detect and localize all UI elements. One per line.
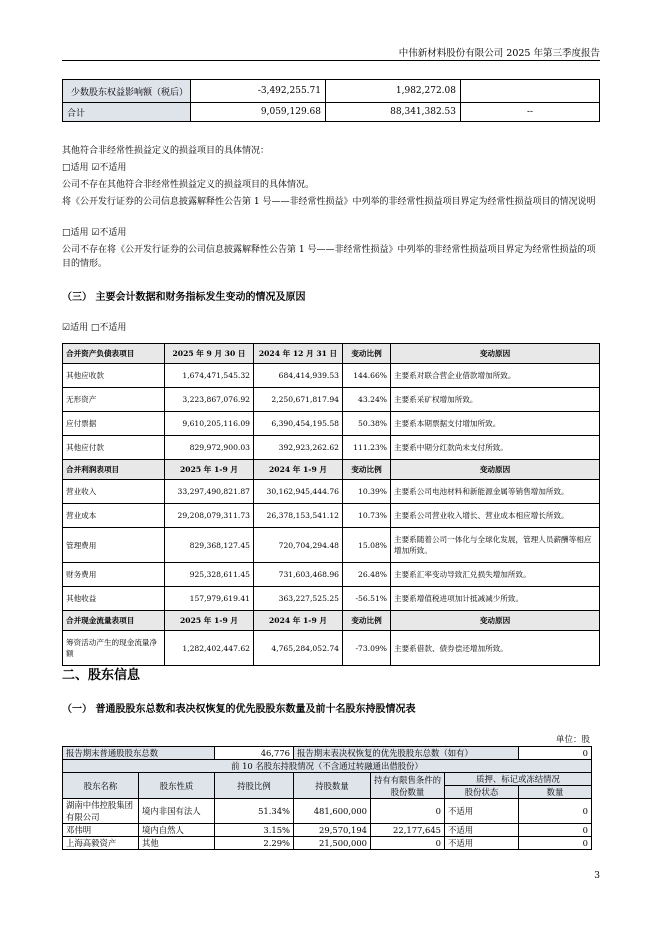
cell: 3.15% [215, 824, 294, 837]
table-row [63, 504, 600, 528]
cell: 43.24% [343, 388, 391, 412]
header-cell: 变动比例 [343, 611, 391, 631]
cell: 10.73% [343, 504, 391, 528]
table-row [63, 103, 600, 122]
applicable-checkbox-line: □适用 ☑不适用 [62, 163, 127, 173]
cell: 主要系随着公司一体化与全球化发展，管理人员薪酬等相应增加所致。 [391, 528, 600, 563]
table-header-row [63, 611, 600, 631]
header-cell: 股份状态 [445, 786, 519, 799]
cell: -56.51% [343, 587, 391, 611]
table-row [63, 824, 592, 837]
cell: 上海高毅资产 [63, 837, 139, 850]
cell: 0 [371, 799, 445, 824]
total-shareholders-value: 46,776 [215, 747, 294, 760]
cell: 829,972,900.03 [165, 436, 254, 460]
header-cell: 质押、标记或冻结情况 [445, 773, 592, 786]
preferred-shareholders-value: 0 [519, 747, 592, 760]
applicable-checkbox-line: ☑适用 □不适用 [62, 323, 127, 333]
cell: 管理费用 [63, 528, 165, 563]
page-header-title: 中伟新材料股份有限公司 2025 年第三季度报告 [398, 48, 600, 59]
header-cell: 2024 年 1-9 月 [254, 460, 343, 480]
table-header-row [63, 460, 600, 480]
cell: 境内自然人 [139, 824, 215, 837]
cell: 22,177,645 [371, 824, 445, 837]
cell: 6,390,454,195.58 [254, 412, 343, 436]
section-3-title: （三） 主要会计数据和财务指标发生变动的情况及原因 [62, 292, 306, 303]
cell: 主要系本期票据支付增加所致。 [391, 412, 600, 436]
cell: 其他应付款 [63, 436, 165, 460]
table-row [63, 563, 600, 587]
header-cell: 持股数量 [294, 773, 371, 799]
subsection-title: （一） 普通股股东总数和表决权恢复的优先股股东数量及前十名股东持股情况表 [62, 704, 416, 715]
table-row [63, 747, 592, 760]
unit-label: 单位：股 [555, 735, 590, 745]
table-row [63, 760, 592, 773]
preferred-shareholders-label: 报告期末表决权恢复的优先股股东总数（如有） [294, 747, 519, 760]
cell: 10.39% [343, 480, 391, 504]
table-row [63, 412, 600, 436]
cell: 0 [519, 824, 592, 837]
cell: 2,250,671,817.94 [254, 388, 343, 412]
cell: 0 [371, 837, 445, 850]
page-number: 3 [594, 871, 600, 881]
cell: 1,282,402,447.62 [165, 631, 254, 666]
cell: 其他应收款 [63, 364, 165, 388]
cell: 29,208,079,311.73 [165, 504, 254, 528]
cell: 9,610,205,116.09 [165, 412, 254, 436]
cell: 主要系增值税进项加计抵减减少所致。 [391, 587, 600, 611]
cell: -73.09% [343, 631, 391, 666]
cell: 湖南中伟控股集团有限公司 [63, 799, 139, 824]
table-row [63, 528, 600, 563]
cell: 财务费用 [63, 563, 165, 587]
cell-value: -3,492,255.71 [191, 80, 326, 103]
cell: 720,704,294.48 [254, 528, 343, 563]
cell: 邓伟明 [63, 824, 139, 837]
header-cell: 数量 [519, 786, 592, 799]
cell-value: 1,982,272.08 [326, 80, 461, 103]
shareholders-table [62, 746, 592, 850]
header-cell: 持有有限售条件的股份数量 [371, 773, 445, 799]
cell: 不适用 [445, 824, 519, 837]
cell-value: 88,341,382.53 [326, 103, 461, 122]
table-row [63, 436, 600, 460]
cell: 29,570,194 [294, 824, 371, 837]
cell: 营业收入 [63, 480, 165, 504]
table-row [63, 80, 600, 103]
header-cell: 2024 年 1-9 月 [254, 611, 343, 631]
cell: 不适用 [445, 837, 519, 850]
header-cell: 2025 年 9 月 30 日 [165, 344, 254, 364]
cell: 684,414,939.53 [254, 364, 343, 388]
cell: 营业成本 [63, 504, 165, 528]
cell: 3,223,867,076.92 [165, 388, 254, 412]
cell-value: 9,059,129.68 [191, 103, 326, 122]
paragraph: 其他符合非经常性损益定义的损益项目的具体情况： [62, 146, 270, 156]
header-cell: 股东性质 [139, 773, 215, 799]
paragraph: 公司不存在将《公开发行证券的公司信息披露解释性公告第 1 号——非经常性损益》中列举的非经常性损益项目界定为经常性损益的项目的情形。 [62, 245, 596, 269]
cell: 392,923,262.62 [254, 436, 343, 460]
cell: 主要系对联合营企业借款增加所致。 [391, 364, 600, 388]
cell: 33,297,490,821.87 [165, 480, 254, 504]
cell: 50.38% [343, 412, 391, 436]
cell: 925,328,611.45 [165, 563, 254, 587]
cell: 主要系公司电池材料和新能源金属等销售增加所致。 [391, 480, 600, 504]
top10-caption: 前 10 名股东持股情况（不含通过转融通出借股份） [63, 760, 592, 773]
header-divider [62, 60, 600, 61]
cell-value: -- [461, 103, 600, 122]
table-row [63, 480, 600, 504]
cell: 境内非国有法人 [139, 799, 215, 824]
cell: 主要系采矿权增加所致。 [391, 388, 600, 412]
table-header-row [63, 773, 592, 786]
table-header-row [63, 344, 600, 364]
cell: 111.23% [343, 436, 391, 460]
header-cell: 2025 年 1-9 月 [165, 611, 254, 631]
header-cell: 合并现金流量表项目 [63, 611, 165, 631]
cell: 0 [519, 799, 592, 824]
cell: 0 [519, 837, 592, 850]
cell: 15.08% [343, 528, 391, 563]
cell: 其他 [139, 837, 215, 850]
paragraph: 将《公开发行证券的公司信息披露解释性公告第 1 号——非经常性损益》中列举的非经常性损益项目界定为经常性损益项目的情况说明 [62, 197, 596, 207]
cell: 4,765,284,052.74 [254, 631, 343, 666]
cell: 363,227,525.25 [254, 587, 343, 611]
header-cell: 变动原因 [391, 611, 600, 631]
cell: 51.34% [215, 799, 294, 824]
header-cell: 合并资产负债表项目 [63, 344, 165, 364]
header-cell: 变动原因 [391, 460, 600, 480]
cell-value [461, 80, 600, 103]
non-recurring-summary-table [62, 79, 600, 122]
cell: 筹资活动产生的现金流量净额 [63, 631, 165, 666]
cell: 157,979,619.41 [165, 587, 254, 611]
total-shareholders-label: 报告期末普通股股东总数 [63, 747, 215, 760]
cell: 30,162,945,444.76 [254, 480, 343, 504]
table-row [63, 388, 600, 412]
header-cell: 变动比例 [343, 344, 391, 364]
cell: 829,368,127.45 [165, 528, 254, 563]
cell: 731,603,468.96 [254, 563, 343, 587]
table-row [63, 631, 600, 666]
applicable-checkbox-line: □适用 ☑不适用 [62, 228, 127, 238]
header-cell: 变动比例 [343, 460, 391, 480]
cell: 21,500,000 [294, 837, 371, 850]
header-cell: 变动原因 [391, 344, 600, 364]
paragraph: 公司不存在其他符合非经常性损益定义的损益项目的具体情况。 [62, 180, 315, 190]
cell: 1,674,471,545.32 [165, 364, 254, 388]
row-label: 合计 [63, 103, 191, 122]
cell: 144.66% [343, 364, 391, 388]
header-cell: 2025 年 1-9 月 [165, 460, 254, 480]
table-row [63, 364, 600, 388]
cell: 应付票据 [63, 412, 165, 436]
header-cell: 持股比例 [215, 773, 294, 799]
cell: 不适用 [445, 799, 519, 824]
cell: 主要系借款、债券偿还增加所致。 [391, 631, 600, 666]
table-row [63, 837, 592, 850]
cell: 无形资产 [63, 388, 165, 412]
cell: 481,600,000 [294, 799, 371, 824]
cell: 26,378,153,541.12 [254, 504, 343, 528]
cell: 主要系中期分红款尚未支付所致。 [391, 436, 600, 460]
financial-change-table [62, 343, 600, 666]
header-cell: 2024 年 12 月 31 日 [254, 344, 343, 364]
table-row [63, 799, 592, 824]
header-cell: 股东名称 [63, 773, 139, 799]
cell: 26.48% [343, 563, 391, 587]
cell: 2.29% [215, 837, 294, 850]
row-label: 少数股东权益影响额（税后） [63, 80, 191, 103]
table-row [63, 587, 600, 611]
header-cell: 合并利润表项目 [63, 460, 165, 480]
cell: 其他收益 [63, 587, 165, 611]
cell: 主要系公司营业收入增长、营业成本相应增长所致。 [391, 504, 600, 528]
cell: 主要系汇率变动导致汇兑损失增加所致。 [391, 563, 600, 587]
section-title: 二、股东信息 [62, 668, 141, 683]
